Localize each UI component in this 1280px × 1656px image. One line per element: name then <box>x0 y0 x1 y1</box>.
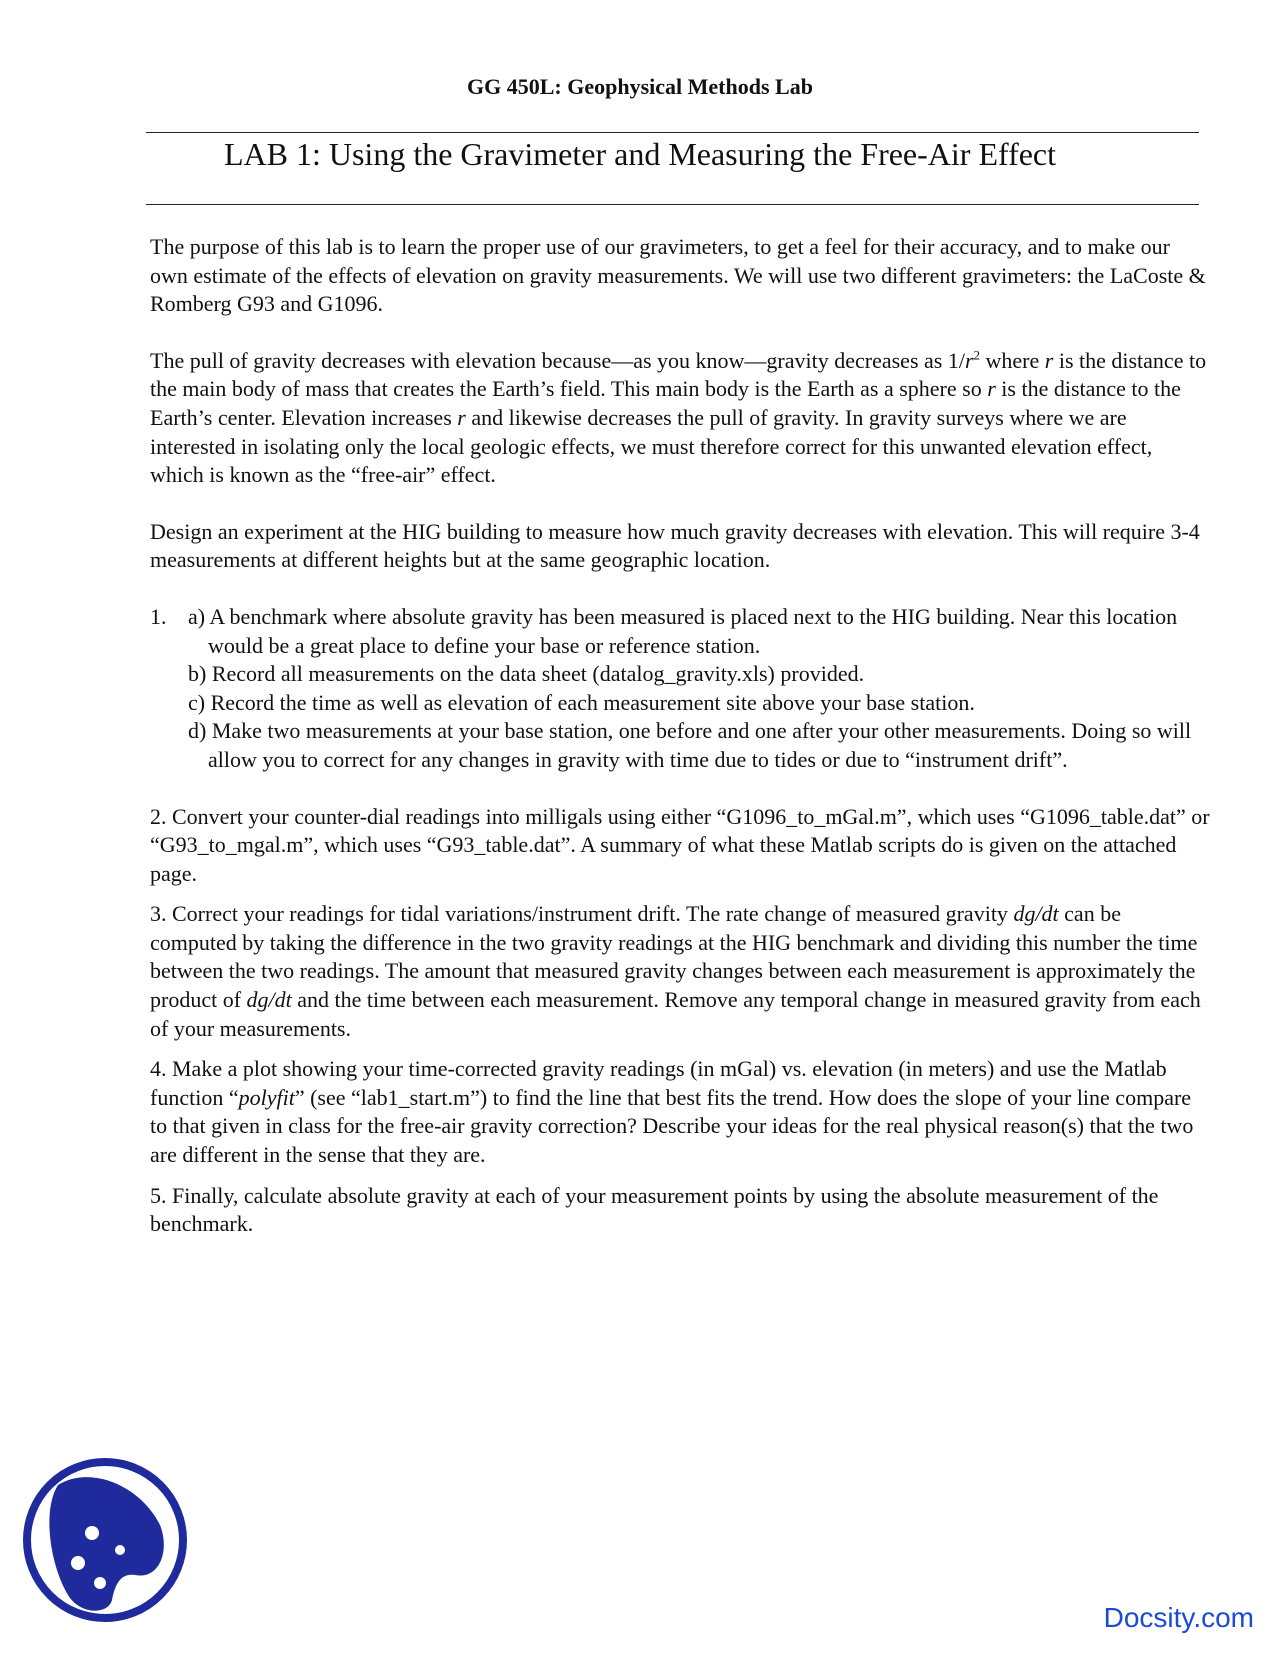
bottom-divider <box>146 204 1199 205</box>
docsity-watermark[interactable]: Docsity.com <box>1103 1602 1254 1633</box>
step-4-polyfit: polyfit <box>238 1084 295 1110</box>
p2-text-b: where <box>980 347 1045 373</box>
p2-text-d: is the distance to the Earth’s center. Elevation increases <box>150 376 1181 430</box>
p2-text-e: and likewise decreases the pull of gravity. In gravity surveys where we are interested in isolating only the local geologic effects, we must therefore correct for this unwanted elevation effect, which is known as the “free-air” effect. <box>150 404 1153 488</box>
document-body <box>150 233 1210 1251</box>
step-4 <box>150 1055 1210 1169</box>
step-3-dgdt: dg/dt <box>246 987 292 1013</box>
step-3 <box>150 900 1210 1043</box>
step-1b: b) Record all measurements on the data sheet (datalog_gravity.xls) provided. <box>188 661 865 687</box>
step-1-number: 1. <box>150 603 167 629</box>
step-3-dgdt: dg/dt <box>1013 901 1059 927</box>
top-divider <box>146 132 1199 133</box>
step-3-text-b: can be computed by taking the difference in the two gravity readings at the HIG benchmark and dividing this number the time between the two readings. The amount that measured gravity changes between each measurement is approximately the product of <box>150 901 1198 1013</box>
step-2: 2. Convert your counter-dial readings into milligals using either “G1096_to_mGal.m”, which uses “G1096_table.dat” or “G93_to_mgal.m”, which uses “G93_table.dat”. A summary of what these Matlab scripts do is given on the attached page. <box>150 803 1210 886</box>
p2-var-r: r <box>457 404 466 430</box>
p2-var-r: r <box>987 376 996 402</box>
step-5: 5. Finally, calculate absolute gravity at each of your measurement points by using the absolute measurement of the benchmark. <box>150 1182 1159 1237</box>
p2-text-c: is the distance to the main body of mass that creates the Earth’s field. This main body is the Earth as a sphere so <box>150 347 1207 402</box>
course-title: GG 450L: Geophysical Methods Lab <box>467 74 813 99</box>
intro-paragraph-3: Design an experiment at the HIG building to measure how much gravity decreases with elevation. This will require 3-4 measurements at different heights but at the same geographic location. <box>150 518 1200 573</box>
p2-superscript: 2 <box>973 347 981 363</box>
docsity-logo-icon <box>20 1455 190 1625</box>
step-4-text-b: ” (see “lab1_start.m”) to find the line that best fits the trend. How does the slope of your line compare to that given in class for the free-air gravity correction? Describe your ideas for the real physical reason(s) that the two are different in the sense that they are. <box>150 1084 1194 1168</box>
step-1c: c) Record the time as well as elevation of each measurement site above your base station. <box>188 689 975 715</box>
step-3-text-a: 3. Correct your readings for tidal variations/instrument drift. The rate change of measured gravity <box>150 901 1014 927</box>
p2-var-r: r <box>1044 347 1054 373</box>
step-4-text-a: 4. Make a plot showing your time-corrected gravity readings (in mGal) vs. elevation (in meters) and use the Matlab function “ <box>150 1056 1167 1110</box>
intro-paragraph-2 <box>150 347 1210 490</box>
step-3-text-c: and the time between each measurement. Remove any temporal change in measured gravity from each of your measurements. <box>150 987 1201 1041</box>
p2-var-r: r <box>964 347 974 373</box>
step-1a: a) A benchmark where absolute gravity has been measured is placed next to the HIG building. Near this location would be a great place to define your base or reference station. <box>188 603 1178 658</box>
lab-title: LAB 1: Using the Gravimeter and Measuring the Free-Air Effect <box>223 136 1057 172</box>
step-1d: d) Make two measurements at your base station, one before and one after your other measurements. Doing so will allow you to correct for any changes in gravity with time due to tides or due to “instrument drift”. <box>188 718 1192 772</box>
p2-text-a: The pull of gravity decreases with elevation because—as you know—gravity decreases as 1/ <box>150 347 965 373</box>
intro-paragraph-1: The purpose of this lab is to learn the proper use of our gravimeters, to get a feel for their accuracy, and to make our own estimate of the effects of elevation on gravity measurements. We will use two different gravimeters: the LaCoste & Romberg G93 and G1096. <box>150 234 1206 317</box>
step-1 <box>150 603 1210 775</box>
